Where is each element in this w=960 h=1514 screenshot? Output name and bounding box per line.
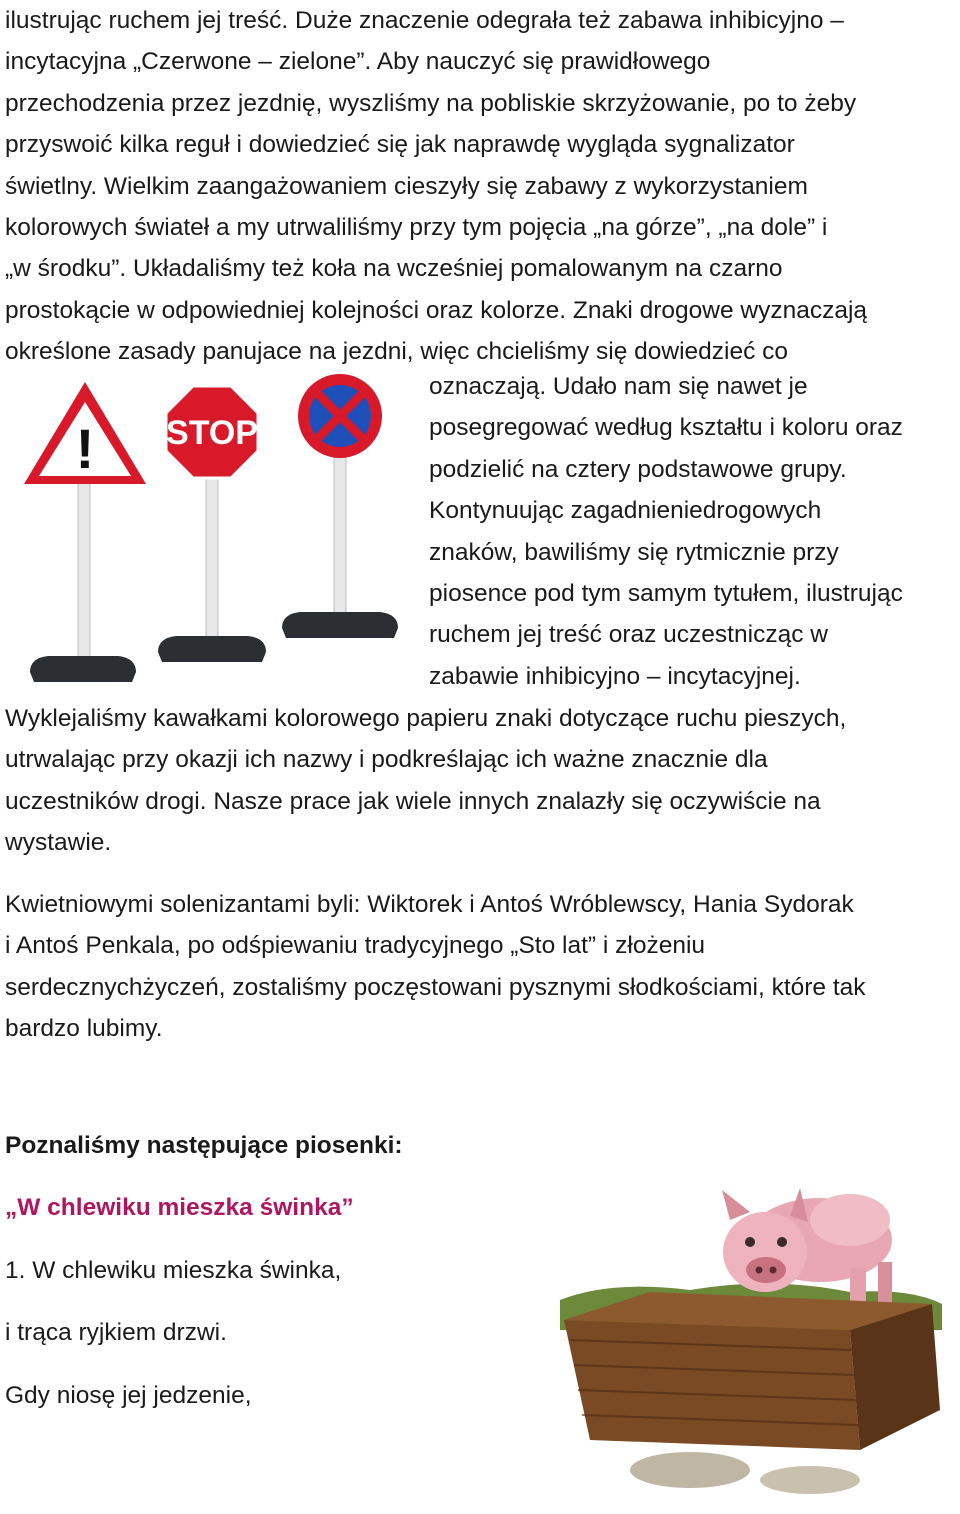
text-line: określone zasady panujace na jezdni, więc chcieliśmy się dowiedzieć co <box>5 338 789 366</box>
text-line: przyswoić kilka reguł i dowiedzieć się jak naprawdę wygląda sygnalizator <box>5 131 795 159</box>
paragraph-1 <box>5 0 960 373</box>
text-line: prostokącie w odpowiedniej kolejności oraz kolorze. Znaki drogowe wyznaczają <box>5 296 868 324</box>
text-line: Kontynuując zagadnieniedrogowych <box>429 497 822 525</box>
song-title: „W chlewiku mieszka świnka” <box>5 1194 354 1221</box>
text-line: podzielić na cztery podstawowe grupy. <box>429 455 847 483</box>
text-line: świetlny. Wielkim zaangażowaniem cieszyły się zabawy z wykorzystaniem <box>5 172 808 200</box>
text-line: ruchem jej treść oraz uczestnicząc w <box>429 621 828 649</box>
text-line: wystawie. <box>5 829 112 857</box>
text-line: serdecznychżyczeń, zostaliśmy poczęstowani pysznymi słodkościami, które tak <box>5 973 866 1001</box>
warning-sign <box>24 382 146 682</box>
song-line-1: 1. W chlewiku mieszka świnka, <box>5 1257 342 1284</box>
pig-illustration <box>550 1180 950 1500</box>
stop-sign <box>158 386 266 662</box>
text-line: incytacyjna „Czerwone – zielone”. Aby nauczyć się prawidłowego <box>5 48 711 76</box>
paragraph-3 <box>5 884 960 1050</box>
text-line: ilustrując ruchem jej treść. Duże znaczenie odegrała też zabawa inhibicyjno – <box>5 7 844 34</box>
no-stopping-sign <box>282 374 398 638</box>
text-line: Kwietniowymi solenizantami byli: Wiktorek i Antoś Wróblewscy, Hania Sydorak <box>5 891 854 918</box>
stop-text: STOP <box>166 414 258 452</box>
pig-trough-image <box>550 1180 950 1500</box>
text-line: znaków, bawiliśmy się rytmicznie przy <box>429 538 839 566</box>
text-line: kolorowych świateł a my utrwaliliśmy przy tym pojęcia „na górze”, „na dole” i <box>5 213 828 241</box>
text-line: posegregować według kształtu i koloru oraz <box>429 414 903 442</box>
road-signs-image <box>18 372 418 692</box>
paragraph-2 <box>5 698 960 864</box>
image-side-text <box>429 366 903 697</box>
warning-symbol: ! <box>75 417 95 480</box>
road-signs-illustration <box>18 372 418 692</box>
text-line: zabawie inhibicyjno – incytacyjnej. <box>429 662 801 690</box>
text-line: piosence pod tym samym tytułem, ilustrując <box>429 579 903 607</box>
text-line: przechodzenia przez jezdnię, wyszliśmy na pobliskie skrzyżowanie, po to żeby <box>5 89 857 117</box>
text-line: „w środku”. Układaliśmy też koła na wcześniej pomalowanym na czarno <box>5 255 783 283</box>
text-line: oznaczają. Udało nam się nawet je <box>429 373 808 400</box>
text-line: bardzo lubimy. <box>5 1015 163 1043</box>
song-line-3: Gdy niosę jej jedzenie, <box>5 1382 252 1409</box>
text-line: utrwalając przy okazji ich nazwy i podkreślając ich ważne znacznie dla <box>5 746 768 774</box>
text-line: i Antoś Penkala, po odśpiewaniu tradycyjnego „Sto lat” i złożeniu <box>5 932 706 960</box>
songs-heading: Poznaliśmy następujące piosenki: <box>5 1132 403 1159</box>
text-line: uczestników drogi. Nasze prace jak wiele innych znalazły się oczywiście na <box>5 787 821 815</box>
text-line: Wyklejaliśmy kawałkami kolorowego papieru znaki dotyczące ruchu pieszych, <box>5 705 847 732</box>
song-line-2: i trąca ryjkiem drzwi. <box>5 1319 227 1346</box>
